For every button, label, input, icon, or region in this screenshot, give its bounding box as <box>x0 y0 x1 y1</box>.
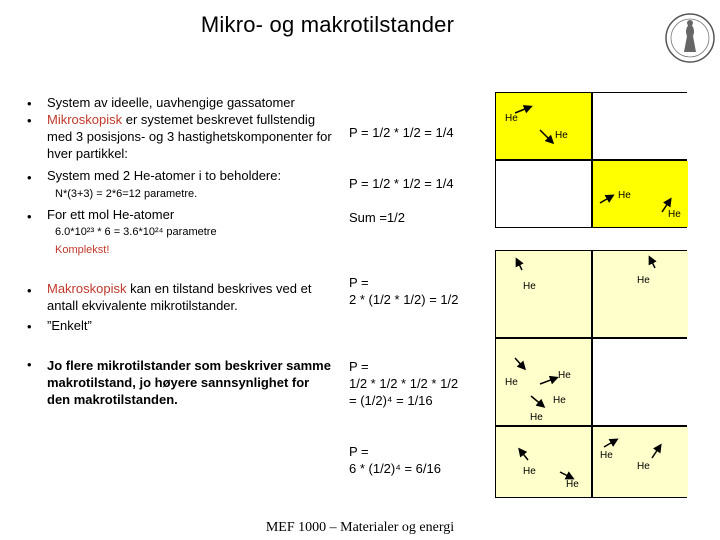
he-atom-label: He <box>566 479 579 490</box>
velocity-arrow-icon <box>652 446 660 458</box>
he-atom-label: He <box>555 130 568 141</box>
bullet-marker: • <box>27 96 32 111</box>
probability-1: P = 1/2 * 1/2 = 1/4 <box>349 125 454 140</box>
footer: MEF 1000 – Materialer og energi <box>265 520 455 535</box>
velocity-arrow-icon <box>531 396 543 406</box>
bullet-two-atoms: System med 2 He-atomer i to beholdere: <box>47 168 282 183</box>
he-atom-label: He <box>523 281 536 292</box>
velocity-arrow-icon <box>600 196 612 203</box>
probability-5-line-1: P = <box>349 359 369 374</box>
microscopic-term: Mikroskopisk <box>47 112 123 127</box>
velocity-arrow-icon <box>604 440 616 447</box>
sub-complex: Komplekst! <box>55 244 110 256</box>
probability-5-line-3: = (1/2)⁴ = 1/16 <box>349 393 433 408</box>
velocity-arrow-icon <box>515 358 524 368</box>
page-title: Mikro- og makrotilstander <box>200 12 455 37</box>
macroscopic-term: Makroskopisk <box>47 281 127 296</box>
velocity-arrow-icon <box>560 472 572 478</box>
velocity-arrow-icon <box>520 450 528 460</box>
velocity-arrow-icon <box>540 130 552 142</box>
microscopic-description: er systemet beskrevet fullstendig med 3 posisjons- og 3 hastighetskomponenter for hver partikkel: <box>47 112 332 161</box>
velocity-arrow-icon <box>515 107 530 113</box>
he-atom-label: He <box>600 450 613 461</box>
he-atom-label: He <box>530 412 543 423</box>
he-atom-label: He <box>668 209 681 220</box>
bullet-one-mol: For ett mol He-atomer <box>47 207 175 222</box>
he-atom-label: He <box>637 275 650 286</box>
probability-5-line-2: 1/2 * 1/2 * 1/2 * 1/2 <box>349 376 459 391</box>
bullet-simple: ”Enkelt” <box>47 318 92 333</box>
he-atom-label: He <box>505 377 518 388</box>
bullet-marker: • <box>27 357 32 372</box>
he-atom-label: He <box>505 113 518 124</box>
bullet-probability-rule: Jo flere mikrotilstander som beskriver samme makrotilstand, jo høyere sannsynlighet for den makrotilstanden. <box>47 358 331 407</box>
he-atom-label: He <box>618 190 631 201</box>
probability-4-line-2: 2 * (1/2 * 1/2) = 1/2 <box>349 292 459 307</box>
bullet-marker: • <box>27 283 32 298</box>
bullet-marker: • <box>27 170 32 185</box>
macroscopic-description: kan en tilstand beskrives ved et antall ekvivalente mikrotilstander. <box>47 281 312 313</box>
probability-6-line-1: P = <box>349 444 369 459</box>
bullet-marker: • <box>27 113 32 128</box>
he-atom-label: He <box>637 461 650 472</box>
probability-6-line-2: 6 * (1/2)⁴ = 6/16 <box>349 461 441 476</box>
bullet-marker: • <box>27 209 32 224</box>
velocity-arrow-icon <box>650 258 655 268</box>
sub-parameters: N*(3+3) = 2*6=12 parametre. <box>55 188 198 200</box>
velocity-arrow-icon <box>517 260 522 270</box>
bullet-marker: • <box>27 319 32 334</box>
he-atom-label: He <box>553 395 566 406</box>
probability-sum: Sum =1/2 <box>349 210 406 225</box>
probability-4-line-1: P = <box>349 275 369 290</box>
sub-mol-parameters: 6.0*10²³ * 6 = 3.6*10²⁴ parametre <box>55 226 217 238</box>
he-atom-label: He <box>523 466 536 477</box>
velocity-arrow-icon <box>662 200 670 212</box>
velocity-arrow-icon <box>540 378 556 384</box>
bullet-ideal-gas: System av ideelle, uavhengige gassatomer <box>47 95 295 110</box>
he-atom-label: He <box>558 370 571 381</box>
probability-2: P = 1/2 * 1/2 = 1/4 <box>349 176 454 191</box>
